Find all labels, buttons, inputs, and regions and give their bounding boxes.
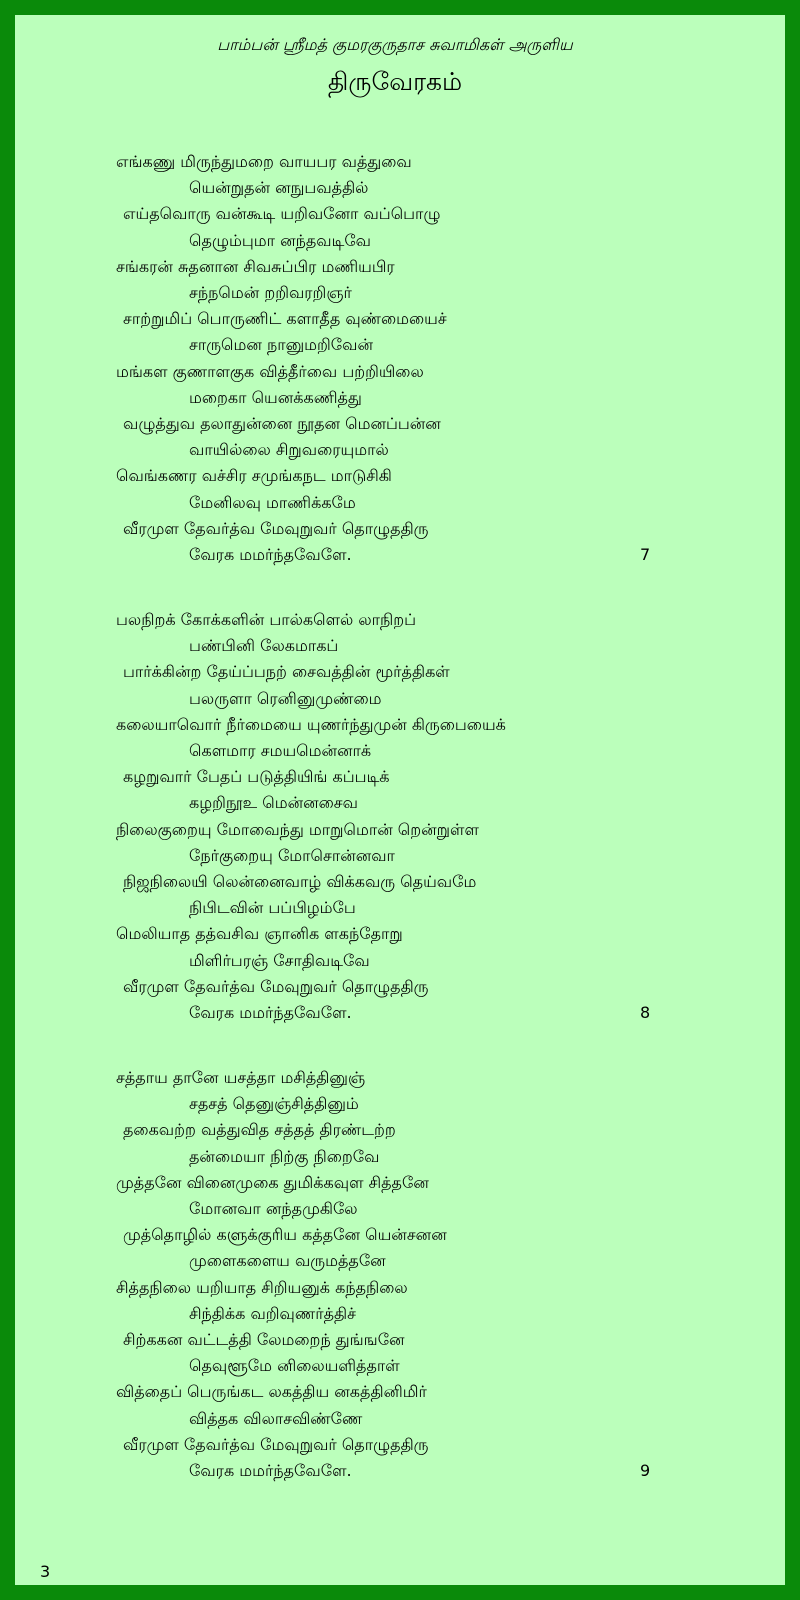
verse-3-line-6: மோனவா னந்தமுகிலே bbox=[189, 1199, 358, 1218]
verse-3-line-2: சதசத் தெனுஞ்சித்தினும் bbox=[189, 1094, 359, 1114]
verse-3-line-7: முத்தொழில் களுக்குரிய கத்தனே யென்சனன bbox=[123, 1225, 447, 1245]
verse-2-line-16: வேரக மமர்ந்தவேளே. bbox=[189, 1003, 352, 1022]
verse-2-number: 8 bbox=[640, 1003, 651, 1022]
verse-1-line-3: எய்தவொரு வன்கூடி யறிவனோ வப்பொழு bbox=[123, 204, 441, 224]
verse-2-line-9: நிலைகுறையு மோவைந்து மாறுமொன் றென்றுள்ள bbox=[116, 819, 479, 839]
verse-1-line-5: சங்கரன் சுதனான சிவசுப்பிர மணியபிர bbox=[116, 256, 395, 276]
verse-3-line-14: வித்தக விலாசவிண்ணே bbox=[189, 1408, 363, 1428]
page-panel bbox=[15, 15, 785, 1585]
verse-2-line-14: மிளிர்பரஞ் சோதிவடிவே bbox=[189, 950, 370, 970]
verse-3-line-1: சத்தாய தானே யசத்தா மசித்தினுஞ் bbox=[116, 1068, 366, 1087]
verse-3-number: 9 bbox=[640, 1461, 651, 1480]
poem-title: திருவேரகம் bbox=[327, 67, 463, 96]
verse-1-line-15: வீரமுள தேவர்த்வ மேவுறுவர் தொழுததிரு bbox=[123, 518, 429, 538]
verse-2-line-1: பலநிறக் கோக்களின் பால்களெல் லாநிறப் bbox=[116, 610, 417, 629]
verse-1-line-6: சந்நமென் றறிவரறிஞர் bbox=[189, 283, 352, 302]
verse-2-line-7: கழறுவார் பேதப் படுத்தியிங் கப்படிக் bbox=[123, 767, 390, 787]
verse-3-line-10: சிந்திக்க வறிவுணர்த்திச் bbox=[189, 1303, 356, 1323]
verse-3-line-16: வேரக மமர்ந்தவேளே. bbox=[189, 1461, 352, 1480]
verse-2-line-15: வீரமுள தேவர்த்வ மேவுறுவர் தொழுததிரு bbox=[123, 976, 429, 996]
page-number: 3 bbox=[40, 1562, 51, 1581]
verse-1-line-11: வழுத்துவ தலாதுன்னை நூதன மெனப்பன்ன bbox=[123, 414, 441, 433]
verse-2-line-13: மெலியாத தத்வசிவ ஞானிக ளகந்தோறு bbox=[116, 924, 403, 944]
verse-2-line-3: பார்க்கின்ற தேய்ப்பநற் சைவத்தின் மூர்த்திகள் bbox=[123, 662, 450, 682]
verse-1-line-14: மேனிலவு மாணிக்கமே bbox=[189, 492, 356, 512]
verse-2-line-12: நிபிடவின் பப்பிழம்பே bbox=[189, 898, 356, 918]
verse-1-number: 7 bbox=[640, 545, 651, 564]
verse-3-line-12: தெவுளூமே னிலையளித்தாள் bbox=[189, 1356, 400, 1376]
verse-3-line-5: முத்தனே வினைமுகை துமிக்கவுள சித்தனே bbox=[116, 1172, 429, 1192]
verse-2-line-4: பலருளா ரெனினுமுண்மை bbox=[189, 688, 382, 708]
verse-3-line-15: வீரமுள தேவர்த்வ மேவுறுவர் தொழுததிரு bbox=[123, 1434, 429, 1454]
verse-1-line-2: யென்றுதன் னநுபவத்தில் bbox=[189, 178, 369, 198]
verse-1-line-1: எங்கணு மிருந்துமறை வாயபர வத்துவை bbox=[116, 152, 412, 171]
verse-1-line-10: மறைகா யெனக்கணித்து bbox=[189, 387, 362, 407]
verse-3-line-3: தகைவற்ற வத்துவித சத்தத் திரண்டற்ற bbox=[123, 1120, 396, 1140]
verse-2-line-6: கௌமார சமயமென்னாக் bbox=[189, 741, 372, 760]
verse-1-line-4: தெழும்புமா னந்தவடிவே bbox=[189, 230, 371, 250]
verse-3-line-13: வித்தைப் பெருங்கட லகத்திய னகத்தினிமிர் bbox=[116, 1382, 427, 1402]
verse-3-line-9: சித்தநிலை யறியாத சிறியனுக் கந்தநிலை bbox=[116, 1277, 408, 1297]
verse-1-line-8: சாருமென நானுமறிவேன் bbox=[189, 335, 373, 355]
verse-2-line-5: கலையாவொர் நீர்மையை யுணர்ந்துமுன் கிருபையைக் bbox=[116, 714, 506, 734]
verse-1-line-9: மங்கள குணாளகுக வித்தீர்வை பற்றியிலை bbox=[116, 361, 424, 381]
verse-1-line-7: சாற்றுமிப் பொருணிட் களாதீத வுண்மையைச் bbox=[123, 309, 447, 329]
verse-3-line-4: தன்மையா நிற்கு நிறைவே bbox=[189, 1146, 380, 1166]
verse-2-line-2: பண்பினி லேகமாகப் bbox=[189, 636, 339, 656]
verse-1-line-13: வெங்கணர வச்சிர சமுங்கநட மாடுசிகி bbox=[116, 466, 392, 486]
verse-2-line-11: நிஜநிலையி லென்னைவாழ் விக்கவரு தெய்வமே bbox=[123, 872, 477, 891]
verse-3-line-11: சிற்ககன வட்டத்தி லேமறைந் துங்ஙனே bbox=[123, 1330, 405, 1349]
verse-3-line-8: முளைகளைய வருமத்தனே bbox=[189, 1251, 386, 1271]
verse-2-line-8: கழறிநூஉ மென்னசைவ bbox=[189, 793, 358, 813]
verse-2-line-10: நேர்குறையு மோசொன்னவா bbox=[189, 845, 395, 865]
verse-1-line-16: வேரக மமர்ந்தவேளே. bbox=[189, 545, 352, 564]
verse-1-line-12: வாயில்லை சிறுவரையுமால் bbox=[189, 440, 389, 460]
author-attribution: பாம்பன் ஸ்ரீமத் குமரகுருதாச சுவாமிகள் அருளிய bbox=[217, 35, 573, 54]
